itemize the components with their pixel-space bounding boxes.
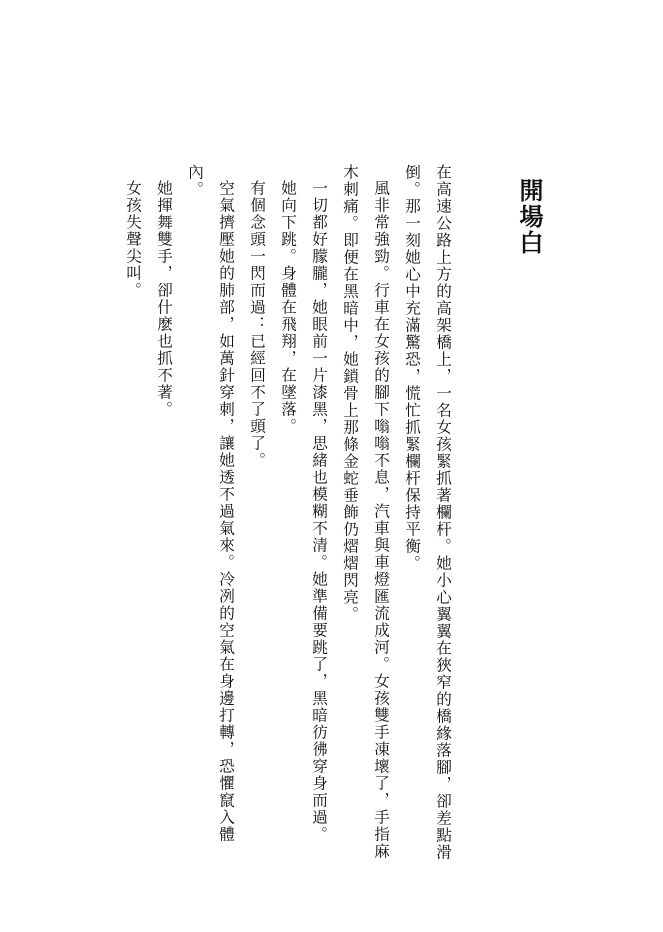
paragraph-3: 一切都好朦朧，她眼前一片漆黑，思緒也模糊不清。她準備要跳了，黑暗彷彿穿身而過。 bbox=[310, 179, 328, 843]
paragraph-6: 空氣擠壓她的肺部，如萬針穿刺，讓她透不過氣來。冷冽的空氣在身邊打轉，恐懼竄入體內。 bbox=[186, 164, 235, 843]
chapter-body bbox=[117, 164, 458, 864]
paragraph-8: 女孩失聲尖叫。 bbox=[124, 179, 142, 299]
paragraph-5: 有個念頭一閃而過：已經回不了頭了。 bbox=[248, 179, 266, 469]
paragraph-1: 在高速公路上方的高架橋上，一名女孩緊抓著欄杆。她小心翼翼在狹窄的橋緣落腳，卻差點滑倒。那一刻她心中充滿驚恐，慌忙抓緊欄杆保持平衡。 bbox=[403, 164, 452, 861]
chapter-title: 開場白 bbox=[515, 178, 544, 256]
paragraph-7: 她揮舞雙手，卻什麼也抓不著。 bbox=[155, 179, 173, 418]
paragraph-2: 風非常強勁。行車在女孩的腳下嗡嗡不息，汽車與車燈匯流成河。女孩雙手凍壞了，手指麻木刺痛。即便在黑暗中，她鎖骨上那條金蛇垂飾仍熠熠閃亮。 bbox=[341, 164, 390, 860]
paragraph-4: 她向下跳。身體在飛翔，在墜落。 bbox=[279, 179, 297, 435]
